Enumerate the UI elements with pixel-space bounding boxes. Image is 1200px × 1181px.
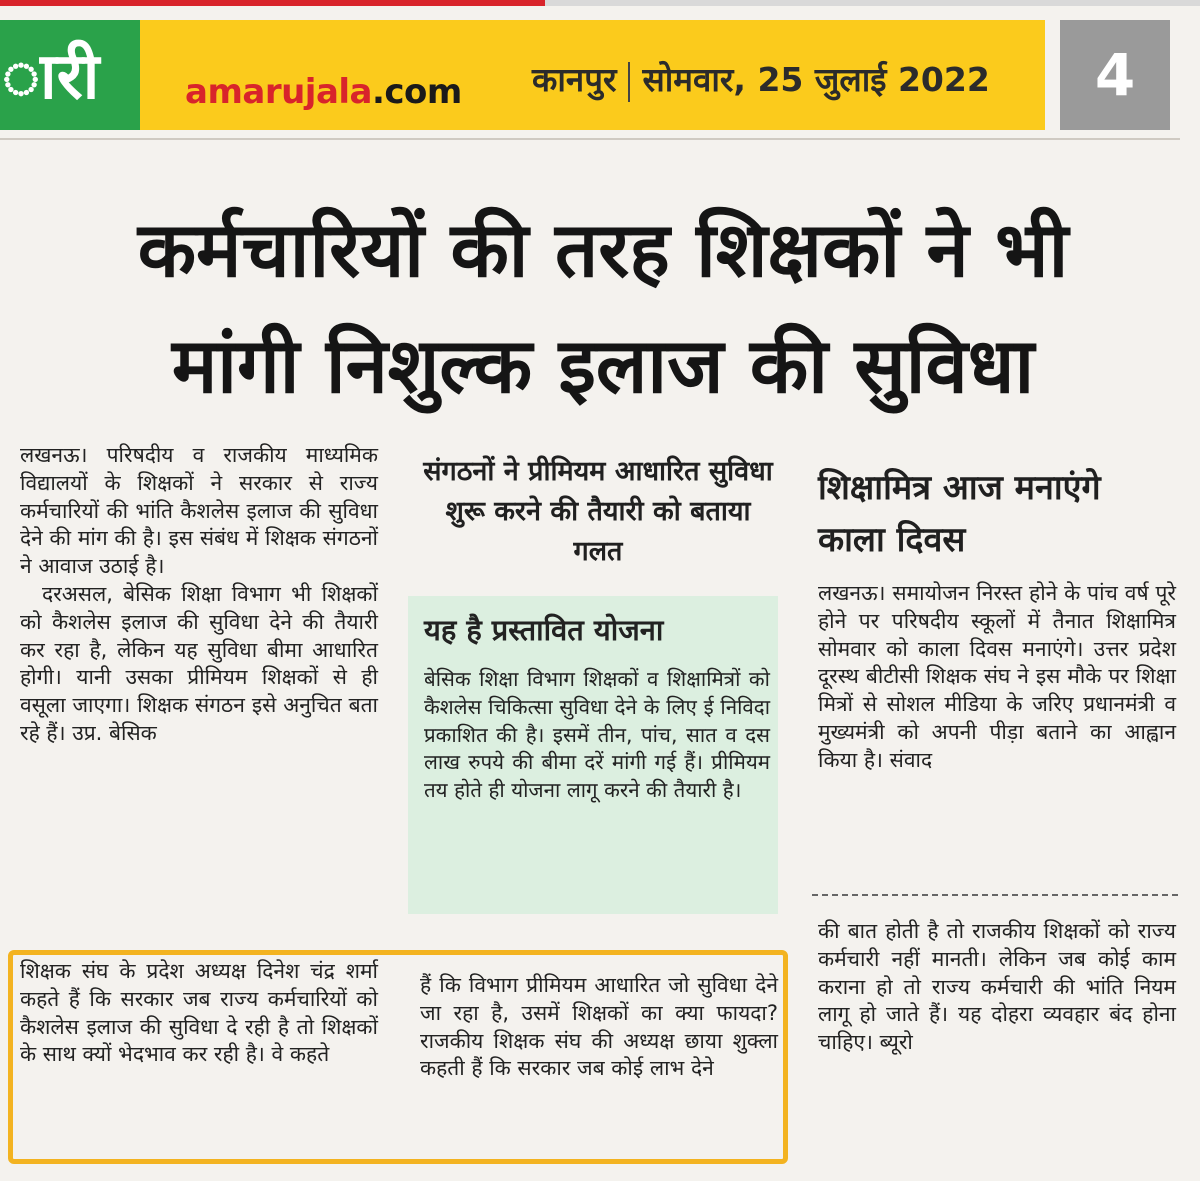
dateline [532, 56, 990, 102]
top-color-strip [0, 0, 1200, 6]
headline-line-1: कर्मचारियों की तरह शिक्षकों ने भी [137, 205, 1069, 294]
article-paragraph-2: दरअसल, बेसिक शिक्षा विभाग भी शिक्षकों को कैशलेस इलाज की सुविधा देने की तैयारी कर रहा है, लेकिन यह सुविधा बीमा आधारित होगी। यानी उसका प्रीमियम शिक्षकों से ही वसूला जाएगा। शिक्षक संगठन इसे अनुचित बता रहे हैं। उप्र. बेसिक [20, 581, 378, 745]
main-headline [18, 192, 1188, 424]
article-column-1 [20, 442, 378, 748]
edition-city: कानपुर [532, 60, 617, 99]
box-title: यह है प्रस्तावित योजना [424, 613, 664, 647]
proposed-scheme-box [408, 596, 778, 914]
section-tab-text: ारी [2, 40, 100, 114]
logo-main: amarujala [185, 72, 372, 112]
section-tab [0, 20, 140, 130]
side-story-divider [812, 894, 1178, 896]
logo-suffix: .com [371, 72, 462, 112]
highlight-paragraph-right: हैं कि विभाग प्रीमियम आधारित जो सुविधा देने जा रहा है, उसमें शिक्षकों का क्या फायदा? राजकीय शिक्षक संघ की अध्यक्ष छाया शुक्ला कहती हैं कि सरकार जब कोई लाभ देने [420, 973, 778, 1081]
article-subheadline: संगठनों ने प्रीमियम आधारित सुविधा शुरू करने की तैयारी को बताया गलत [423, 456, 773, 567]
masthead-rule [0, 138, 1180, 140]
highlight-paragraph-left: शिक्षक संघ के प्रदेश अध्यक्ष दिनेश चंद्र शर्मा कहते हैं कि सरकार जब राज्य कर्मचारियों को कैशलेस इलाज की सुविधा दे रही है तो शिक्षकों के साथ क्यों भेदभाव कर रही है। वे कहते [20, 959, 378, 1067]
masthead-bar [140, 20, 1045, 130]
highlight-frame [8, 950, 788, 1164]
side-story-paragraph: लखनऊ। समायोजन निरस्त होने के पांच वर्ष पूरे होने पर परिषदीय स्कूलों में तैनात शिक्षामित्र सोमवार को काला दिवस मनाएंगे। उत्तर प्रदेश दूरस्थ बीटीसी शिक्षक संघ ने इस मौके पर शिक्षा मित्रों से सोशल मीडिया के जरिए प्रधानमंत्री व मुख्यमंत्री को अपनी पीड़ा बताने का आह्वान किया है। संवाद [818, 581, 1176, 772]
top-red-strip [0, 0, 545, 6]
page-number: 4 [1060, 20, 1170, 130]
side-story-headline: शिक्षामित्र आज मनाएंगे काला दिवस [818, 468, 1101, 560]
headline-line-2: मांगी निशुल्क इलाज की सुविधा [171, 321, 1035, 410]
article-column-3 [818, 918, 1176, 1057]
newspaper-logo [185, 72, 462, 112]
dateline-divider [628, 62, 630, 102]
article-continued-paragraph: की बात होती है तो राजकीय शिक्षकों को राज्य कर्मचारी नहीं मानती। लेकिन जब कोई काम कराना हो तो राज्य कर्मचारी की भांति नियम लागू हो जाते हैं। यह दोहरा व्यवहार बंद होना चाहिए। ब्यूरो [818, 919, 1176, 1055]
article-paragraph-1: लखनऊ। परिषदीय व राजकीय माध्यमिक विद्यालयों के शिक्षकों ने सरकार से राज्य कर्मचारियों की भांति कैशलेस इलाज की सुविधा देने की मांग की है। इस संबंध में शिक्षक संगठनों ने आवाज उठाई है। [20, 443, 378, 579]
edition-date: सोमवार, 25 जुलाई 2022 [642, 60, 990, 99]
box-text: बेसिक शिक्षा विभाग शिक्षकों व शिक्षामित्रों को कैशलेस चिकित्सा सुविधा देने के लिए ई निविदा प्रकाशित की है। इसमें तीन, पांच, सात व दस लाख रुपये की बीमा दरें मांगी गई हैं। प्रीमियम तय होते ही योजना लागू करने की तैयारी है। [424, 667, 770, 803]
side-story-text [818, 580, 1176, 775]
